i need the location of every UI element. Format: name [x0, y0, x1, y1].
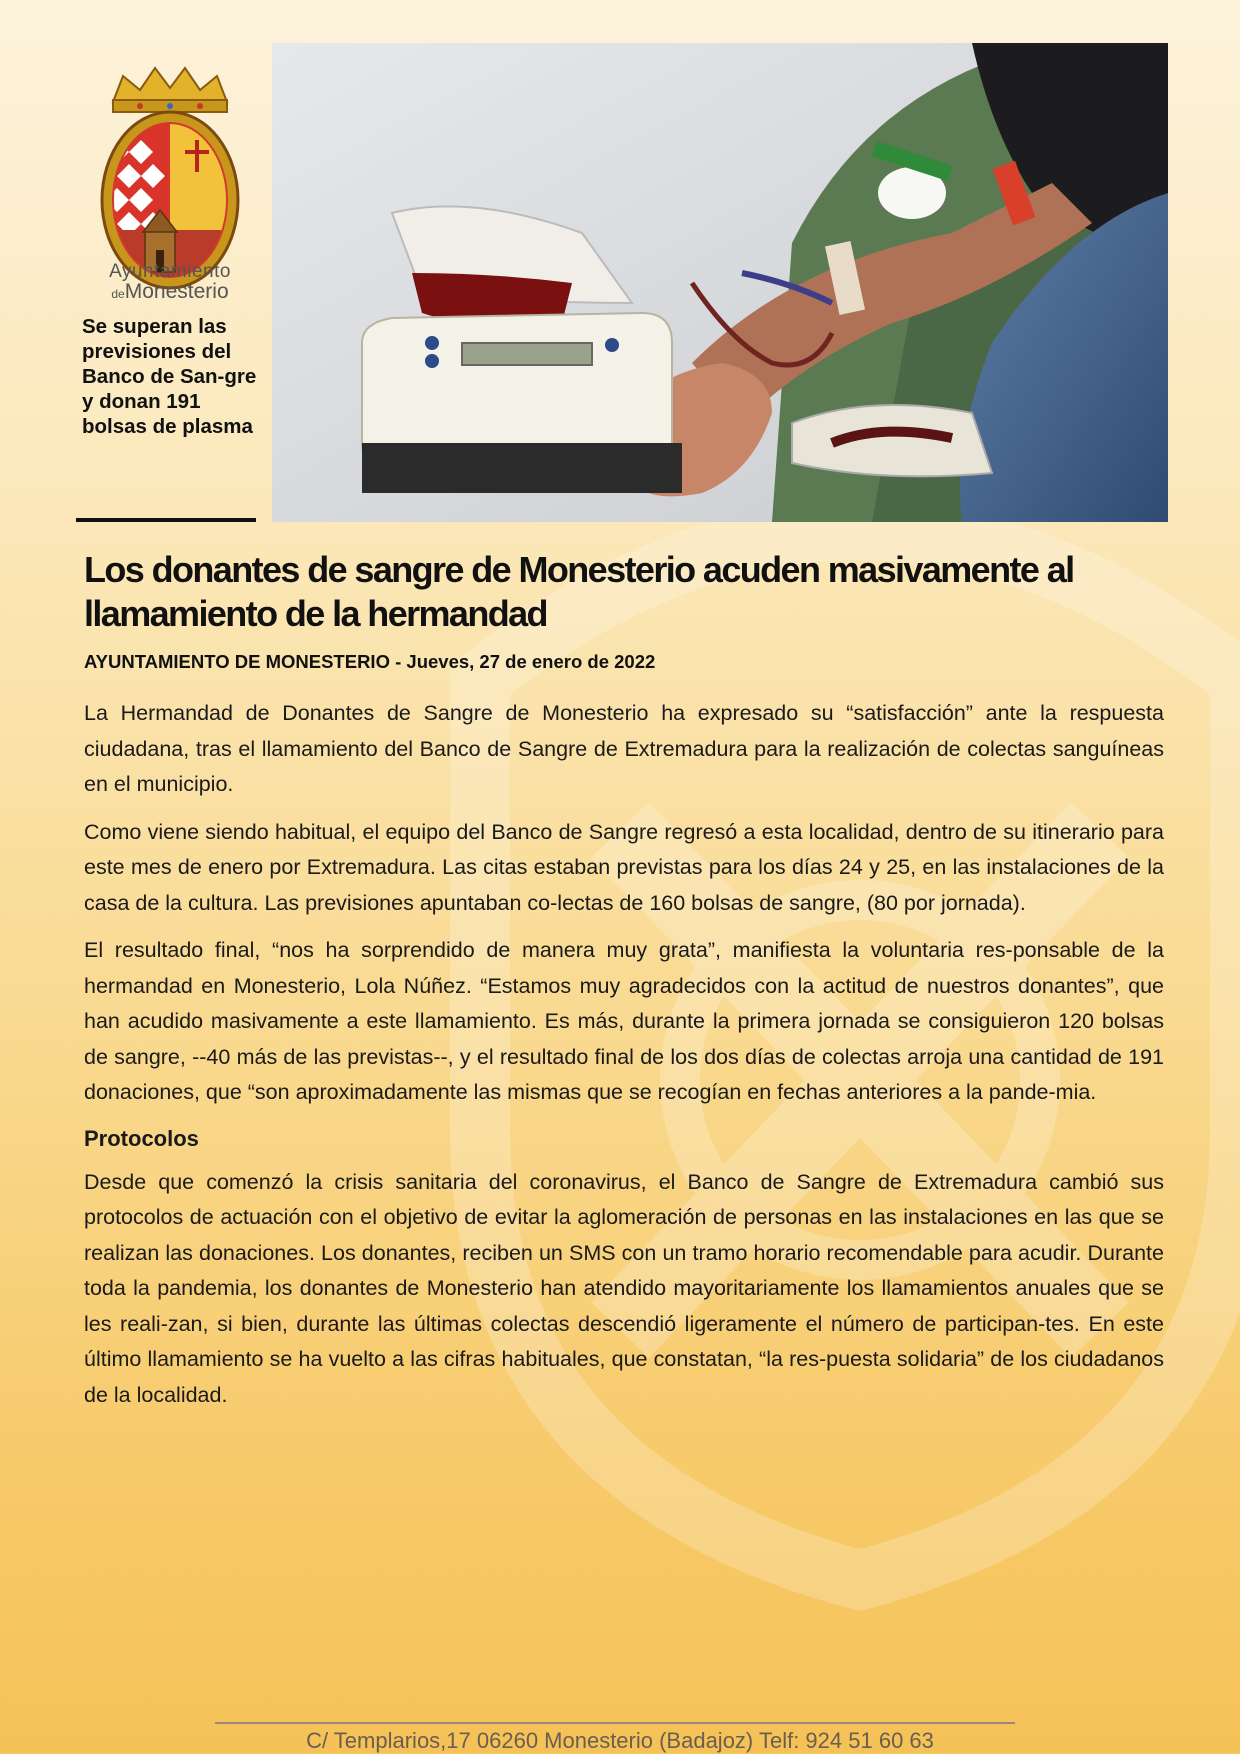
wordmark-line1: Ayuntamiento: [109, 261, 231, 282]
sidebar-divider: [76, 518, 256, 522]
footer-address: C/ Templarios,17 06260 Monesterio (Badajoz) Telf: 924 51 60 63: [306, 1728, 934, 1753]
wordmark-prefix: de: [111, 287, 125, 301]
town-hall-wordmark: [70, 262, 270, 302]
sidebar-headline: Se superan las previsiones del Banco de San-gre y donan 191 bolsas de plasma: [82, 315, 257, 438]
paragraph-1: La Hermandad de Donantes de Sangre de Monesterio ha expresado su “satisfacción” ante la respuesta ciudadana, tras el llamamiento del Banco de Sangre de Extremadura para la realización de colectas sanguíneas en el municipio.: [84, 701, 1164, 796]
crown-icon: [113, 68, 227, 112]
article-title: Los donantes de sangre de Monesterio acuden masivamente al llamamiento de la hermandad: [84, 549, 1074, 634]
section-heading: Protocolos: [84, 1125, 199, 1151]
footer-divider: [215, 1722, 1015, 1724]
wordmark-line2: Monesterio: [124, 280, 229, 303]
paragraph-3: El resultado final, “nos ha sorprendido de manera muy grata”, manifiesta la voluntaria res-ponsable de la hermandad en Monesterio, Lola Núñez. “Estamos muy agradecidos con la actitud de nuestros donantes”, que han acudido masivamente a este llamamiento. Es más, durante la primera jornada se consiguieron 120 bolsas de sangre, --40 más de las previstas--, y el resultado final de los dos días de colectas arroja una cantidad de 191 donaciones, que “son aproximadamente las mismas que se recogían en fechas anteriores a la pande-mia.: [84, 938, 1164, 1104]
article-byline: AYUNTAMIENTO DE MONESTERIO - Jueves, 27 de enero de 2022: [84, 651, 656, 672]
section-paragraph: Desde que comenzó la crisis sanitaria del coronavirus, el Banco de Sangre de Extremadura cambió sus protocolos de actuación con el objetivo de evitar la aglomeración de personas en las instalaciones en las que se realizan las donaciones. Los donantes, reciben un SMS con un tramo horario recomendable para acudir. Durante toda la pandemia, los donantes de Monesterio han atendido mayoritariamente los llamamientos anuales que se les reali-zan, si bien, durante las últimas colectas descendió ligeramente el número de participan-tes. En este último llamamiento se ha vuelto a las cifras habituales, que constatan, “la res-puesta solidaria” de los ciudadanos de la localidad.: [84, 1169, 1164, 1407]
blood-donation-photo: [272, 43, 1168, 522]
paragraph-2: Como viene siendo habitual, el equipo del Banco de Sangre regresó a esta localidad, dentro de su itinerario para este mes de enero por Extremadura. Las citas estaban previstas para los días 24 y 25, en las instalaciones de la casa de la cultura. Las previsiones apuntaban co-lectas de 160 bolsas de sangre, (80 por jornada).: [84, 819, 1164, 915]
article-body: [84, 696, 1164, 1425]
